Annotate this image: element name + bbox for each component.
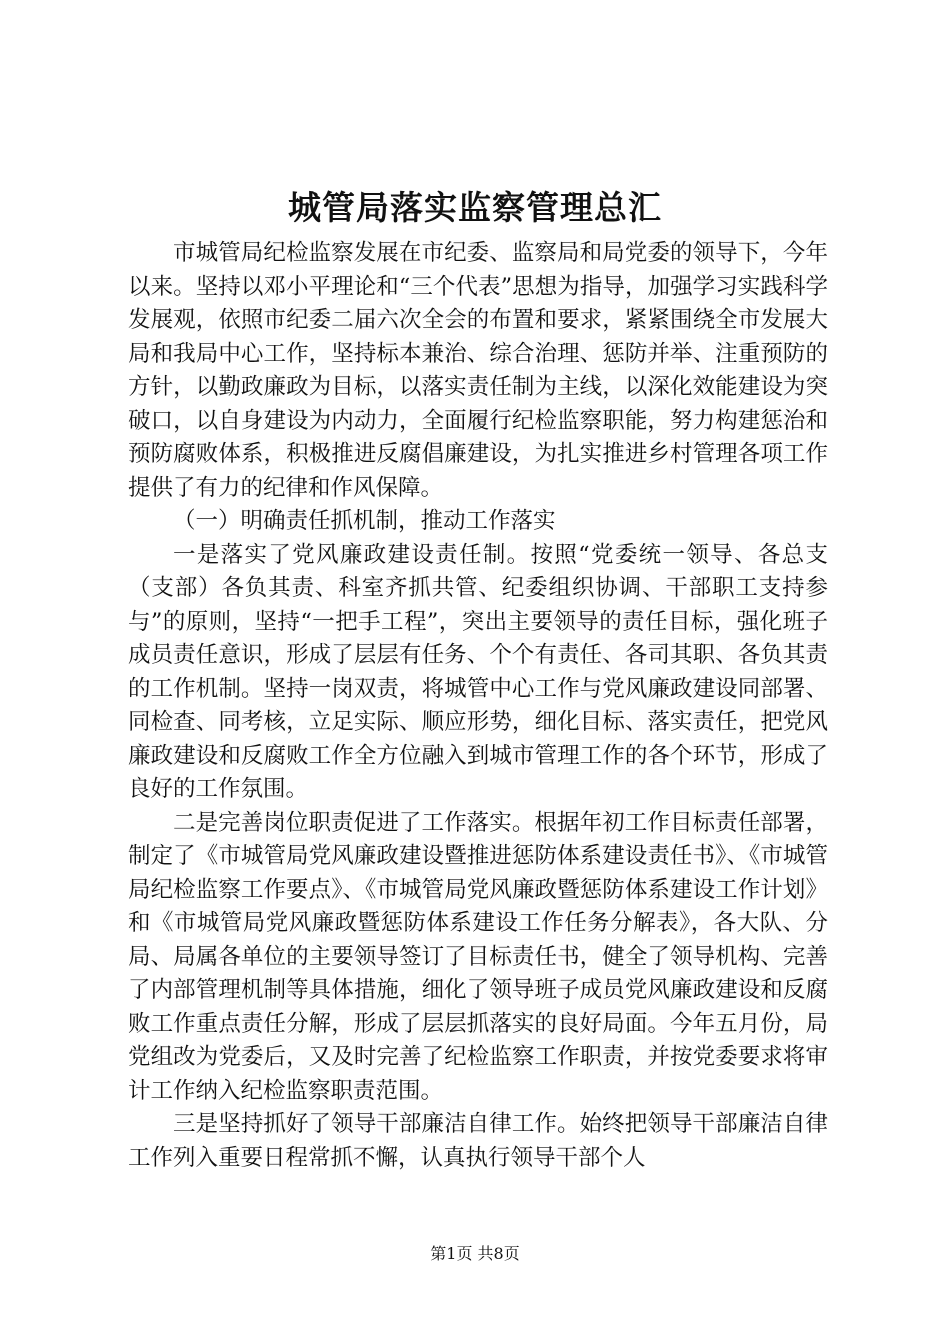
document-body — [128, 237, 828, 1175]
section-heading-1: （一）明确责任抓机制，推动工作落实 — [173, 508, 556, 534]
paragraph-item-1: 一是落实了党风廉政建设责任制。按照“党委统一领导、各总支（支部）各负其责、科室齐抓共管、纪委组织协调、干部职工支持参与”的原则，坚持“一把手工程”，突出主要领导的责任目标，强化班子成员责任意识，形成了层层有任务、个个有责任、各司其职、各负其责的工作机制。坚持一岗双责，将城管中心工作与党风廉政建设同部署、同检查、同考核，立足实际、顺应形势，细化目标、落实责任，把党风廉政建设和反腐败工作全方位融入到城市管理工作的各个环节，形成了良好的工作氛围。 — [128, 541, 828, 802]
paragraph-intro: 市城管局纪检监察发展在市纪委、监察局和局党委的领导下，今年以来。坚持以邓小平理论和“三个代表”思想为指导，加强学习实践科学发展观，依照市纪委二届六次全会的布置和要求，紧紧围绕全市发展大局和我局中心工作，坚持标本兼治、综合治理、惩防并举、注重预防的方针，以勤政廉政为目标，以落实责任制为主线，以深化效能建设为突破口，以自身建设为内动力，全面履行纪检监察职能，努力构建惩治和预防腐败体系，积极推进反腐倡廉建设，为扎实推进乡村管理各项工作提供了有力的纪律和作风保障。 — [128, 240, 828, 501]
paragraph-item-2: 二是完善岗位职责促进了工作落实。根据年初工作目标责任部署，制定了《市城管局党风廉政建设暨推进惩防体系建设责任书》、《市城管局纪检监察工作要点》、《市城管局党风廉政暨惩防体系建设工作计划》和《市城管局党风廉政暨惩防体系建设工作任务分解表》，各大队、分局、局属各单位的主要领导签订了目标责任书，健全了领导机构、完善了内部管理机制等具体措施，细化了领导班子成员党风廉政建设和反腐败工作重点责任分解，形成了层层抓落实的良好局面。今年五月份，局党组改为党委后，又及时完善了纪检监察工作职责，并按党委要求将审计工作纳入纪检监察职责范围。 — [128, 809, 828, 1104]
page-number-footer: 第1页 共8页 — [430, 1244, 520, 1263]
paragraph-item-3: 三是坚持抓好了领导干部廉洁自律工作。始终把领导干部廉洁自律工作列入重要日程常抓不懈，认真执行领导干部个人 — [128, 1111, 828, 1171]
document-title: 城管局落实监察管理总汇 — [288, 188, 662, 227]
